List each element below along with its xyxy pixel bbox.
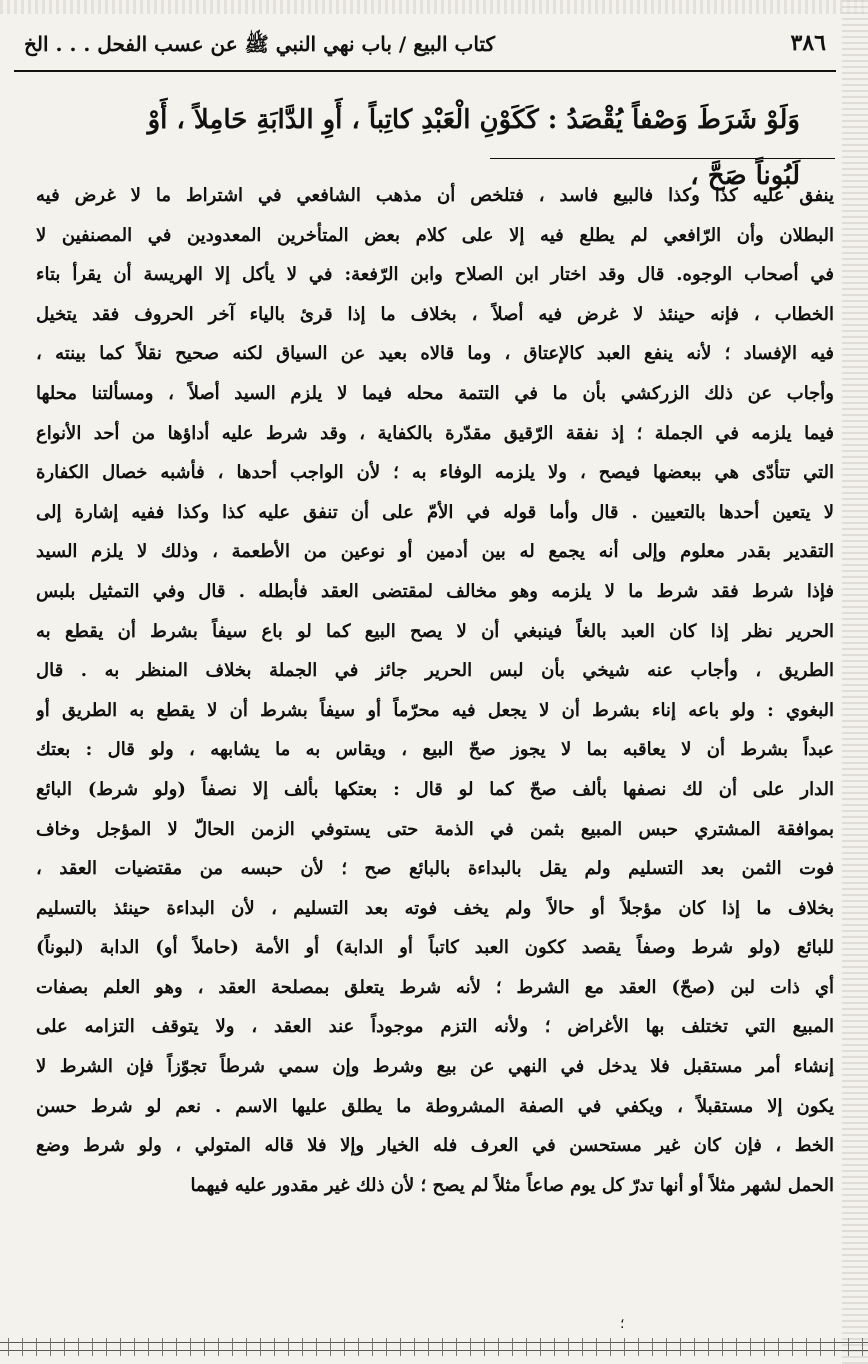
page-header bbox=[14, 30, 840, 70]
body-line: الخط ، فإن كان غير مستحسن في العرف فله الخيار وإلا فلا قاله المتولي ، ولو شرط وضع bbox=[36, 1135, 834, 1157]
body-line: التي تتأدّى هي ببعضها فيصح ، ولا يلزمه الوفاء به ؛ لأن الواجب أحدها ، فأشبه خصال الكفارة bbox=[36, 462, 834, 484]
decorative-bottom-border bbox=[0, 1338, 868, 1356]
body-line: في أصحاب الوجوه. قال وقد اختار ابن الصلاح وابن الرّفعة: في لا يأكل إلا الهريسة أن يقرأ بتاء bbox=[36, 264, 834, 286]
matn-text: وَلَوْ شَرَطَ وَصْفاً يُقْصَدُ : كَكَوْنِ الْعَبْدِ كاتِباً ، أَوِ الدَّابَةِ حَامِلاً ، أَوْ لَبُوناً صَحَّ ، bbox=[147, 105, 800, 191]
footer-mark: ؛ bbox=[620, 1316, 625, 1332]
body-line: للبائع (ولو شرط وصفاً يقصد ككون العبد كاتباً أو الدابة) أو الأمة (حاملاً أو) الدابة (لبوناً) bbox=[36, 937, 834, 959]
body-line: بموافقة المشتري حبس المبيع بثمن في الذمة حتى يستوفي الزمن الحالّ لا المؤجل وخاف bbox=[36, 818, 834, 840]
body-line: لا يتعين أحدها بالتعيين . قال وأما قوله في الأمّ على أن تنفق عليه كذا وكذا ففيه إشارة إلى bbox=[36, 501, 834, 523]
body-line: التقدير بقدر معلوم وإلى أنه يجمع له بين أدمين أو نوعين من الأطعمة ، وذلك لا يلزم السيد bbox=[36, 541, 834, 563]
body-line: بخلاف ما إذا كان مؤجلاً أو حالاً ولم يخف فوته بعد التسليم ، لأن البداءة حينئذ بالتسليم bbox=[36, 897, 834, 919]
body-line: ينفق عليه كذا وكذا فالبيع فاسد ، فتلخص أن مذهب الشافعي في اشتراط ما لا غرض فيه bbox=[36, 185, 834, 206]
body-line: يكون إلا مستقبلاً ، ويكفي في الصفة المشروطة ما يطلق عليها الاسم . نعم لو شرط حسن bbox=[36, 1095, 834, 1117]
page-number: ٣٨٦ bbox=[790, 30, 826, 56]
page-edge-right bbox=[842, 0, 868, 1364]
body-line: عبداً بشرط أن لا يعاقبه بما لا يجوز صحّ البيع ، ويقاس به ما يشابهه ، ولو قال : بعتك bbox=[36, 739, 834, 761]
body-line: الخطاب ، فإنه حينئذ لا غرض فيه أصلاً ، بخلاف ما إذا قرئ بالياء آخر الحروف فقد يتخيل bbox=[36, 303, 834, 325]
body-line: الحمل لشهر مثلاً أو أنها تدرّ كل يوم صاعاً مثلاً لم يصح ؛ لأن ذلك غير مقدور عليه فيهما bbox=[190, 1174, 834, 1196]
body-line: الطريق ، وأجاب عنه شيخي بأن لبس الحرير جائز في الجملة بخلاف المنظر به . قال bbox=[36, 660, 834, 682]
body-line: إنشاء أمر مستقبل فلا يدخل في النهي عن بيع وشرط وإن سمي شرطاً تجوّزاً فإن الشرط لا bbox=[36, 1056, 834, 1078]
body-line: أي ذات لبن (صحّ) العقد مع الشرط ؛ لأنه شرط يتعلق بمصلحة العقد ، وهو العلم بصفات bbox=[36, 976, 834, 998]
body-line: الدار على أن لك نصفها بألف صحّ كما لو قال : بعتكها بألف إلا نصفاً (ولو شرط) البائع bbox=[36, 778, 834, 800]
matn-separator bbox=[490, 158, 835, 159]
body-line: الحرير نظر إذا كان العبد بالغاً فينبغي أن لا يصح البيع كما لو باع سيفاً بشرط أن يقطع به bbox=[36, 620, 834, 642]
body-line: فيه الإفساد ؛ لأنه ينفع العبد كالإعتاق ، وما قالاه بعيد عن السياق لكنه صحيح نقلاً كما بينته ، bbox=[36, 343, 834, 365]
header-rule bbox=[14, 70, 836, 72]
body-line: البطلان وأن الرّافعي لم يطلع فيه إلا على كلام بعض المتأخرين المعدودين في المصنفين لا bbox=[36, 224, 834, 246]
body-line: المبيع التي تختلف بها الأغراض ؛ ولأنه التزم موجوداً عند العقد ، ولا يتوقف التزامه على bbox=[36, 1016, 834, 1038]
running-title: كتاب البيع / باب نهي النبي ﷺ عن عسب الفحل . . . الخ bbox=[24, 32, 496, 56]
body-line: فيما يلزمه في الجملة ؛ إذ نفقة الرّقيق مقدّرة بالكفاية ، وقد شرط عليه أداؤها من أحد الأنواع bbox=[36, 422, 834, 444]
body-line: وأجاب عن ذلك الزركشي بأن ما في التتمة محله فيما لا يلزم السيد أصلاً ، ومسألتنا محلها bbox=[36, 382, 834, 404]
page-edge-top bbox=[0, 0, 868, 14]
body-line: فإذا شرط فقد شرط ما لا يلزمه وهو مخالف لمقتضى العقد فأبطله . قال وفي التمثيل بلبس bbox=[36, 580, 834, 602]
body-line: فوت الثمن بعد التسليم ولم يقل بالبداءة بالبائع صح ؛ لأن حبسه من مقتضيات العقد ، bbox=[36, 858, 834, 880]
commentary-body bbox=[36, 176, 834, 1316]
body-line: البغوي : ولو باعه إناء بشرط أن لا يجعل فيه محرّماً أو سيفاً بشرط أن لا يقطع به الطريق أو bbox=[36, 699, 834, 721]
